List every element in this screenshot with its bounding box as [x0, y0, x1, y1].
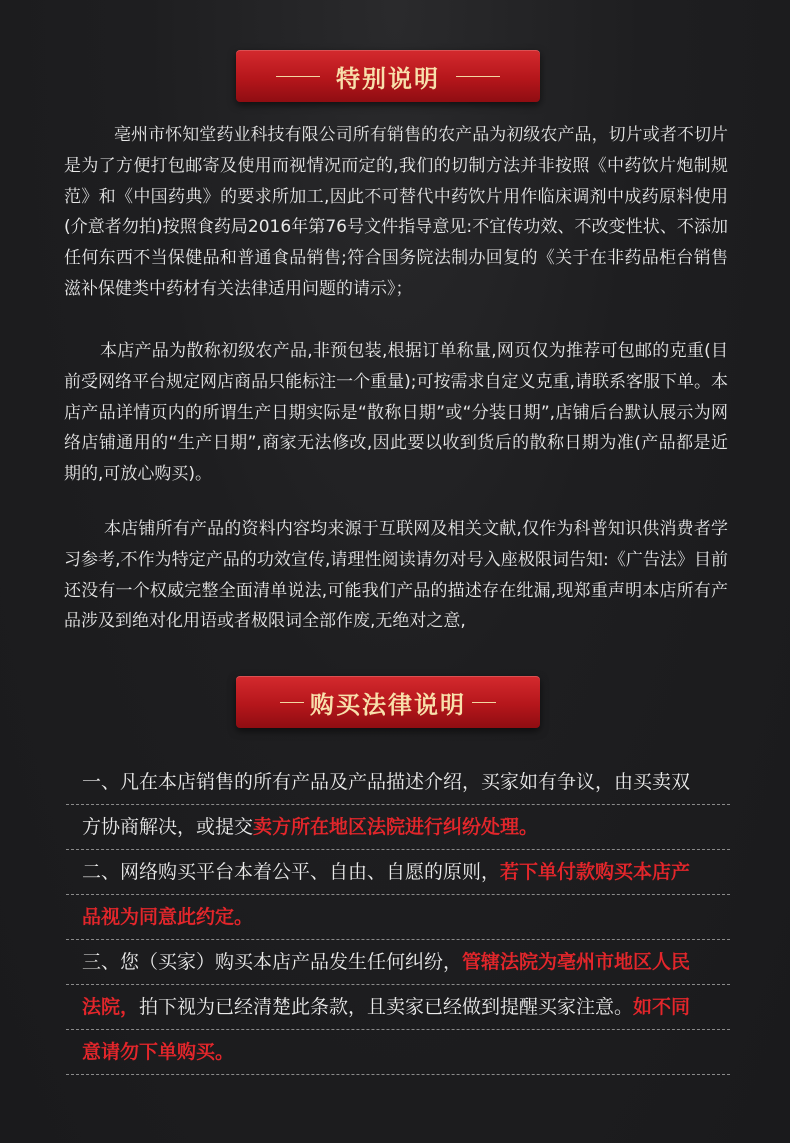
law-text: 拍下视为已经清楚此条款，且卖家已经做到提醒买家注意。 [139, 996, 634, 1018]
notice-paragraph-2: 本店产品为散称初级农产品,非预包装,根据订单称量,网页仅为推荐可包邮的克重(目前受网络平台规定网店商品只能标注一个重量);可按需求自定义克重,请联系客服下单。本店产品详情页内的所谓生产日期实际是“散称日期”或“分装日期”,店铺后台默认展示为网络店铺通用的“生产日期”,商家无法修改,因此要以收到货后的散称日期为准(产品都是近期的,可放心购买)。 [64, 341, 728, 485]
law-text-highlight: 若下单付款购买本店产 [500, 861, 691, 883]
notice-paragraph-3: 本店铺所有产品的资料内容均来源于互联网及相关文献,仅作为科普知识供消费者学习参考,不作为特定产品的功效宣传,请理性阅读请勿对号入座极限词告知:《广告法》目前还没有一个权威完整全面清单说法,可能我们产品的描述存在纰漏,现郑重声明本店所有产品涉及到绝对化用语或者极限词全部作废,无绝对之意, [64, 519, 728, 632]
title-right-dash [456, 76, 500, 77]
law-line [66, 895, 730, 940]
law-text-highlight: 品视为同意此约定。 [82, 906, 254, 928]
law-text-highlight: 管辖法院为亳州市地区人民 [462, 951, 691, 973]
law-text-highlight: 法院， [82, 996, 140, 1018]
law-line [66, 850, 730, 895]
law-text-highlight: 卖方所在地区法院进行纠纷处理。 [253, 816, 539, 838]
law-text: 二、网络购买平台本着公平、自由、自愿的原则， [82, 861, 501, 883]
law-line [66, 940, 730, 985]
section-title-special-notice: 特别说明 [336, 64, 440, 93]
law-line [66, 1030, 730, 1075]
section-title-badge-special-notice [236, 50, 540, 102]
section-title-purchase-law: 购买法律说明 [310, 690, 466, 719]
law-text-highlight: 如不同 [633, 996, 691, 1018]
law-text-highlight: 意请勿下单购买。 [82, 1041, 235, 1063]
title-right-dash [472, 702, 496, 703]
section-title-badge-purchase-law [236, 676, 540, 728]
law-text: 方协商解决，或提交 [82, 816, 254, 838]
law-text: 一、凡在本店销售的所有产品及产品描述介绍，买家如有争议，由买卖双 [82, 771, 691, 793]
law-line [66, 805, 730, 850]
title-left-dash [280, 702, 304, 703]
law-line [66, 760, 730, 805]
purchase-law-list [66, 760, 730, 1075]
law-text: 三、您（买家）购买本店产品发生任何纠纷， [82, 951, 463, 973]
notice-paragraph-1: 亳州市怀知堂药业科技有限公司所有销售的农产品为初级农产品，切片或者不切片是为了方便打包邮寄及使用而视情况而定的,我们的切制方法并非按照《中药饮片炮制规范》和《中国药典》的要求所加工,因此不可替代中药饮片用作临床调剂中成药原料使用(介意者勿拍)按照食药局2016年第76号文件指导意见:不宜传功效、不改变性状、不添加任何东西不当保健品和普通食品销售;符合国务院法制办回复的《关于在非药品柜台销售滋补保健类中药材有关法律适用问题的请示》； [64, 125, 728, 299]
title-left-dash [276, 76, 320, 77]
law-line [66, 985, 730, 1030]
